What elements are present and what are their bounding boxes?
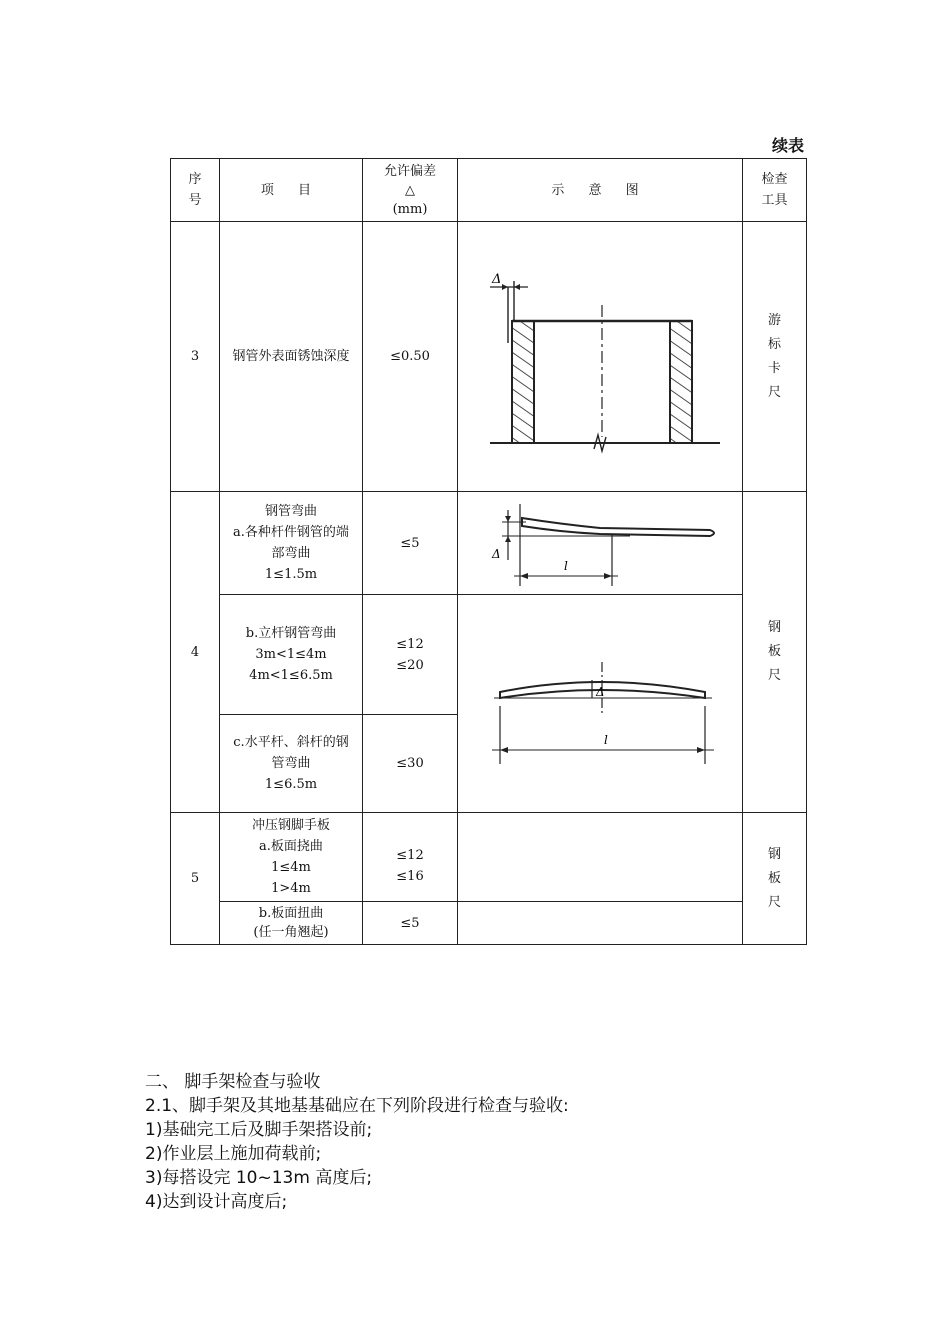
row5-seq: 5 — [171, 813, 220, 945]
row4c-item: c.水平杆、斜杆的钢 管弯曲 1≤6.5m — [220, 715, 363, 813]
table-row — [171, 492, 807, 595]
list-item: 2)作业层上施加荷载前; — [145, 1144, 322, 1164]
table-row — [171, 222, 807, 492]
table-row — [171, 595, 807, 715]
row3-diagram — [458, 222, 743, 492]
list-item: 3)每搭设完 10~13m 高度后; — [145, 1168, 373, 1188]
row4b-length-label: l — [604, 732, 608, 747]
row4-tool: 钢 板 尺 — [743, 492, 807, 813]
row3-item: 钢管外表面锈蚀深度 — [220, 222, 363, 492]
row5a-diagram — [458, 813, 743, 902]
end-bend-diagram — [480, 496, 720, 591]
row4a-length-label: l — [564, 558, 568, 573]
table-row — [171, 813, 807, 902]
row4a-tolerance: ≤5 — [363, 492, 458, 595]
row3-diagram-delta-label: Δ — [492, 271, 502, 287]
table-row — [171, 902, 807, 945]
row3-tolerance: ≤0.50 — [363, 222, 458, 492]
header-item: 项 目 — [220, 159, 363, 222]
row3-seq: 3 — [171, 222, 220, 492]
row4bc-diagram — [458, 595, 743, 813]
pipe-corrosion-diagram — [480, 257, 720, 457]
section-intro: 2.1、脚手架及其地基基础应在下列阶段进行检查与验收: — [145, 1096, 569, 1116]
row4b-delta-label: Δ — [596, 684, 605, 699]
table-header-row — [171, 159, 807, 222]
row5a-item: 冲压钢脚手板 a.板面挠曲 1≤4m 1>4m — [220, 813, 363, 902]
row3-tool: 游 标 卡 尺 — [743, 222, 807, 492]
row4-seq: 4 — [171, 492, 220, 813]
inspection-section — [145, 1070, 845, 1214]
row4a-delta-label: Δ — [492, 546, 501, 561]
row4b-tolerance: ≤12 ≤20 — [363, 595, 458, 715]
header-seq: 序 号 — [171, 159, 220, 222]
continued-label: 续表 — [771, 136, 804, 155]
row4b-item: b.立杆钢管弯曲 3m<1≤4m 4m<1≤6.5m — [220, 595, 363, 715]
header-tool: 检查 工具 — [743, 159, 807, 222]
list-item: 4)达到设计高度后; — [145, 1192, 288, 1212]
list-item: 1)基础完工后及脚手架搭设前; — [145, 1120, 373, 1140]
row4c-tolerance: ≤30 — [363, 715, 458, 813]
section-heading: 二、 脚手架检查与验收 — [145, 1072, 321, 1092]
header-tolerance: 允许偏差 △ (mm) — [363, 159, 458, 222]
row5b-diagram — [458, 902, 743, 945]
header-diagram: 示 意 图 — [458, 159, 743, 222]
tolerance-table — [170, 158, 807, 945]
row5a-tolerance: ≤12 ≤16 — [363, 813, 458, 902]
row5-tool: 钢 板 尺 — [743, 813, 807, 945]
row4a-item: 钢管弯曲 a.各种杆件钢管的端 部弯曲 1≤1.5m — [220, 492, 363, 595]
row5b-tolerance: ≤5 — [363, 902, 458, 945]
pipe-bend-diagram — [480, 614, 720, 794]
row5b-item: b.板面扭曲 (任一角翘起) — [220, 902, 363, 945]
row4a-diagram — [458, 492, 743, 595]
